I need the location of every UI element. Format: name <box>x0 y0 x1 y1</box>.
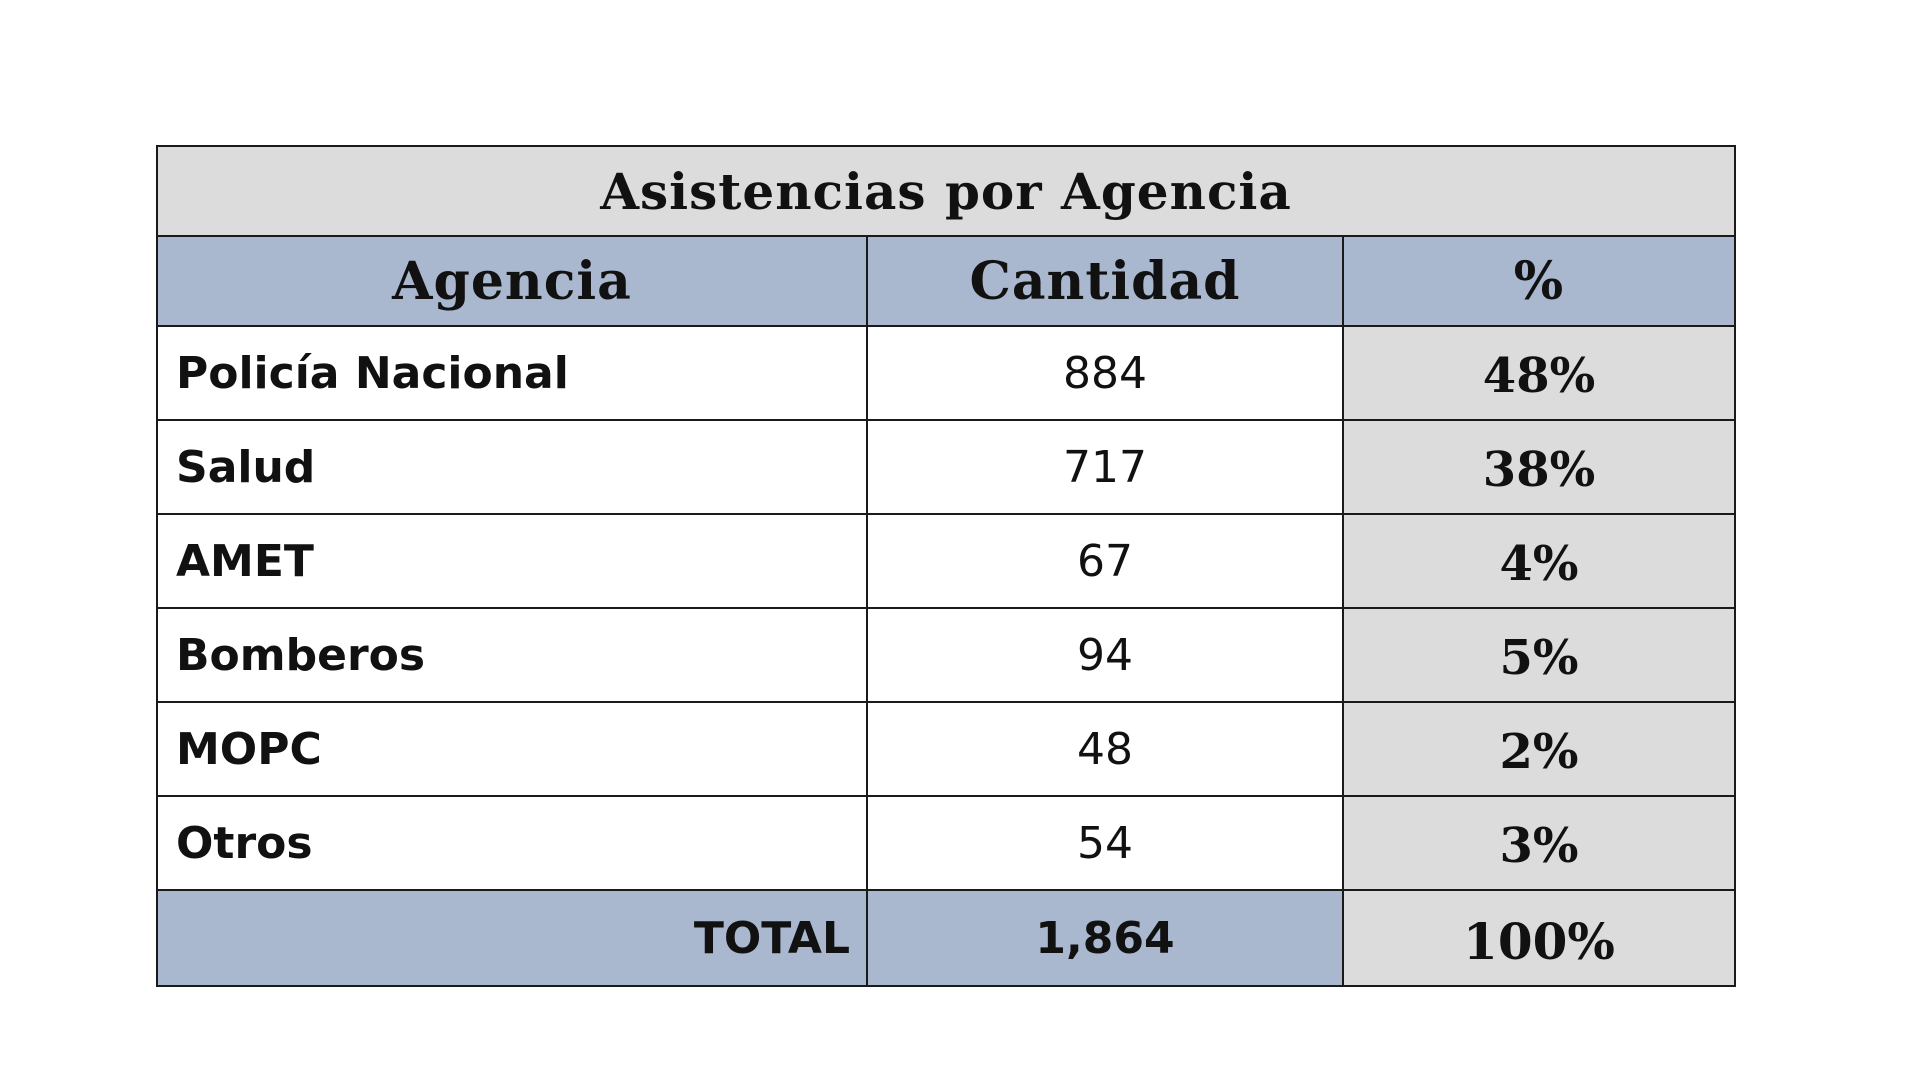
header-percent: % <box>1343 236 1735 326</box>
total-percent: 100% <box>1343 890 1735 986</box>
table-row <box>157 702 1735 796</box>
table-row <box>157 514 1735 608</box>
agency-cell: AMET <box>157 514 867 608</box>
table-title-row <box>157 146 1735 236</box>
header-agency: Agencia <box>157 236 867 326</box>
percent-cell: 48% <box>1343 326 1735 420</box>
table-title: Asistencias por Agencia <box>157 146 1735 236</box>
agency-cell: MOPC <box>157 702 867 796</box>
quantity-cell: 884 <box>867 326 1343 420</box>
percent-cell: 5% <box>1343 608 1735 702</box>
table-header-row <box>157 236 1735 326</box>
percent-cell: 38% <box>1343 420 1735 514</box>
quantity-cell: 67 <box>867 514 1343 608</box>
table-row <box>157 326 1735 420</box>
table-total-row <box>157 890 1735 986</box>
header-quantity: Cantidad <box>867 236 1343 326</box>
agency-cell: Bomberos <box>157 608 867 702</box>
table-row <box>157 796 1735 890</box>
quantity-cell: 48 <box>867 702 1343 796</box>
agency-assistance-table <box>156 145 1736 987</box>
agency-cell: Policía Nacional <box>157 326 867 420</box>
table-row <box>157 608 1735 702</box>
percent-cell: 2% <box>1343 702 1735 796</box>
agency-cell: Otros <box>157 796 867 890</box>
percent-cell: 3% <box>1343 796 1735 890</box>
percent-cell: 4% <box>1343 514 1735 608</box>
total-quantity: 1,864 <box>867 890 1343 986</box>
quantity-cell: 94 <box>867 608 1343 702</box>
quantity-cell: 54 <box>867 796 1343 890</box>
quantity-cell: 717 <box>867 420 1343 514</box>
total-label: TOTAL <box>157 890 867 986</box>
agency-cell: Salud <box>157 420 867 514</box>
table-row <box>157 420 1735 514</box>
